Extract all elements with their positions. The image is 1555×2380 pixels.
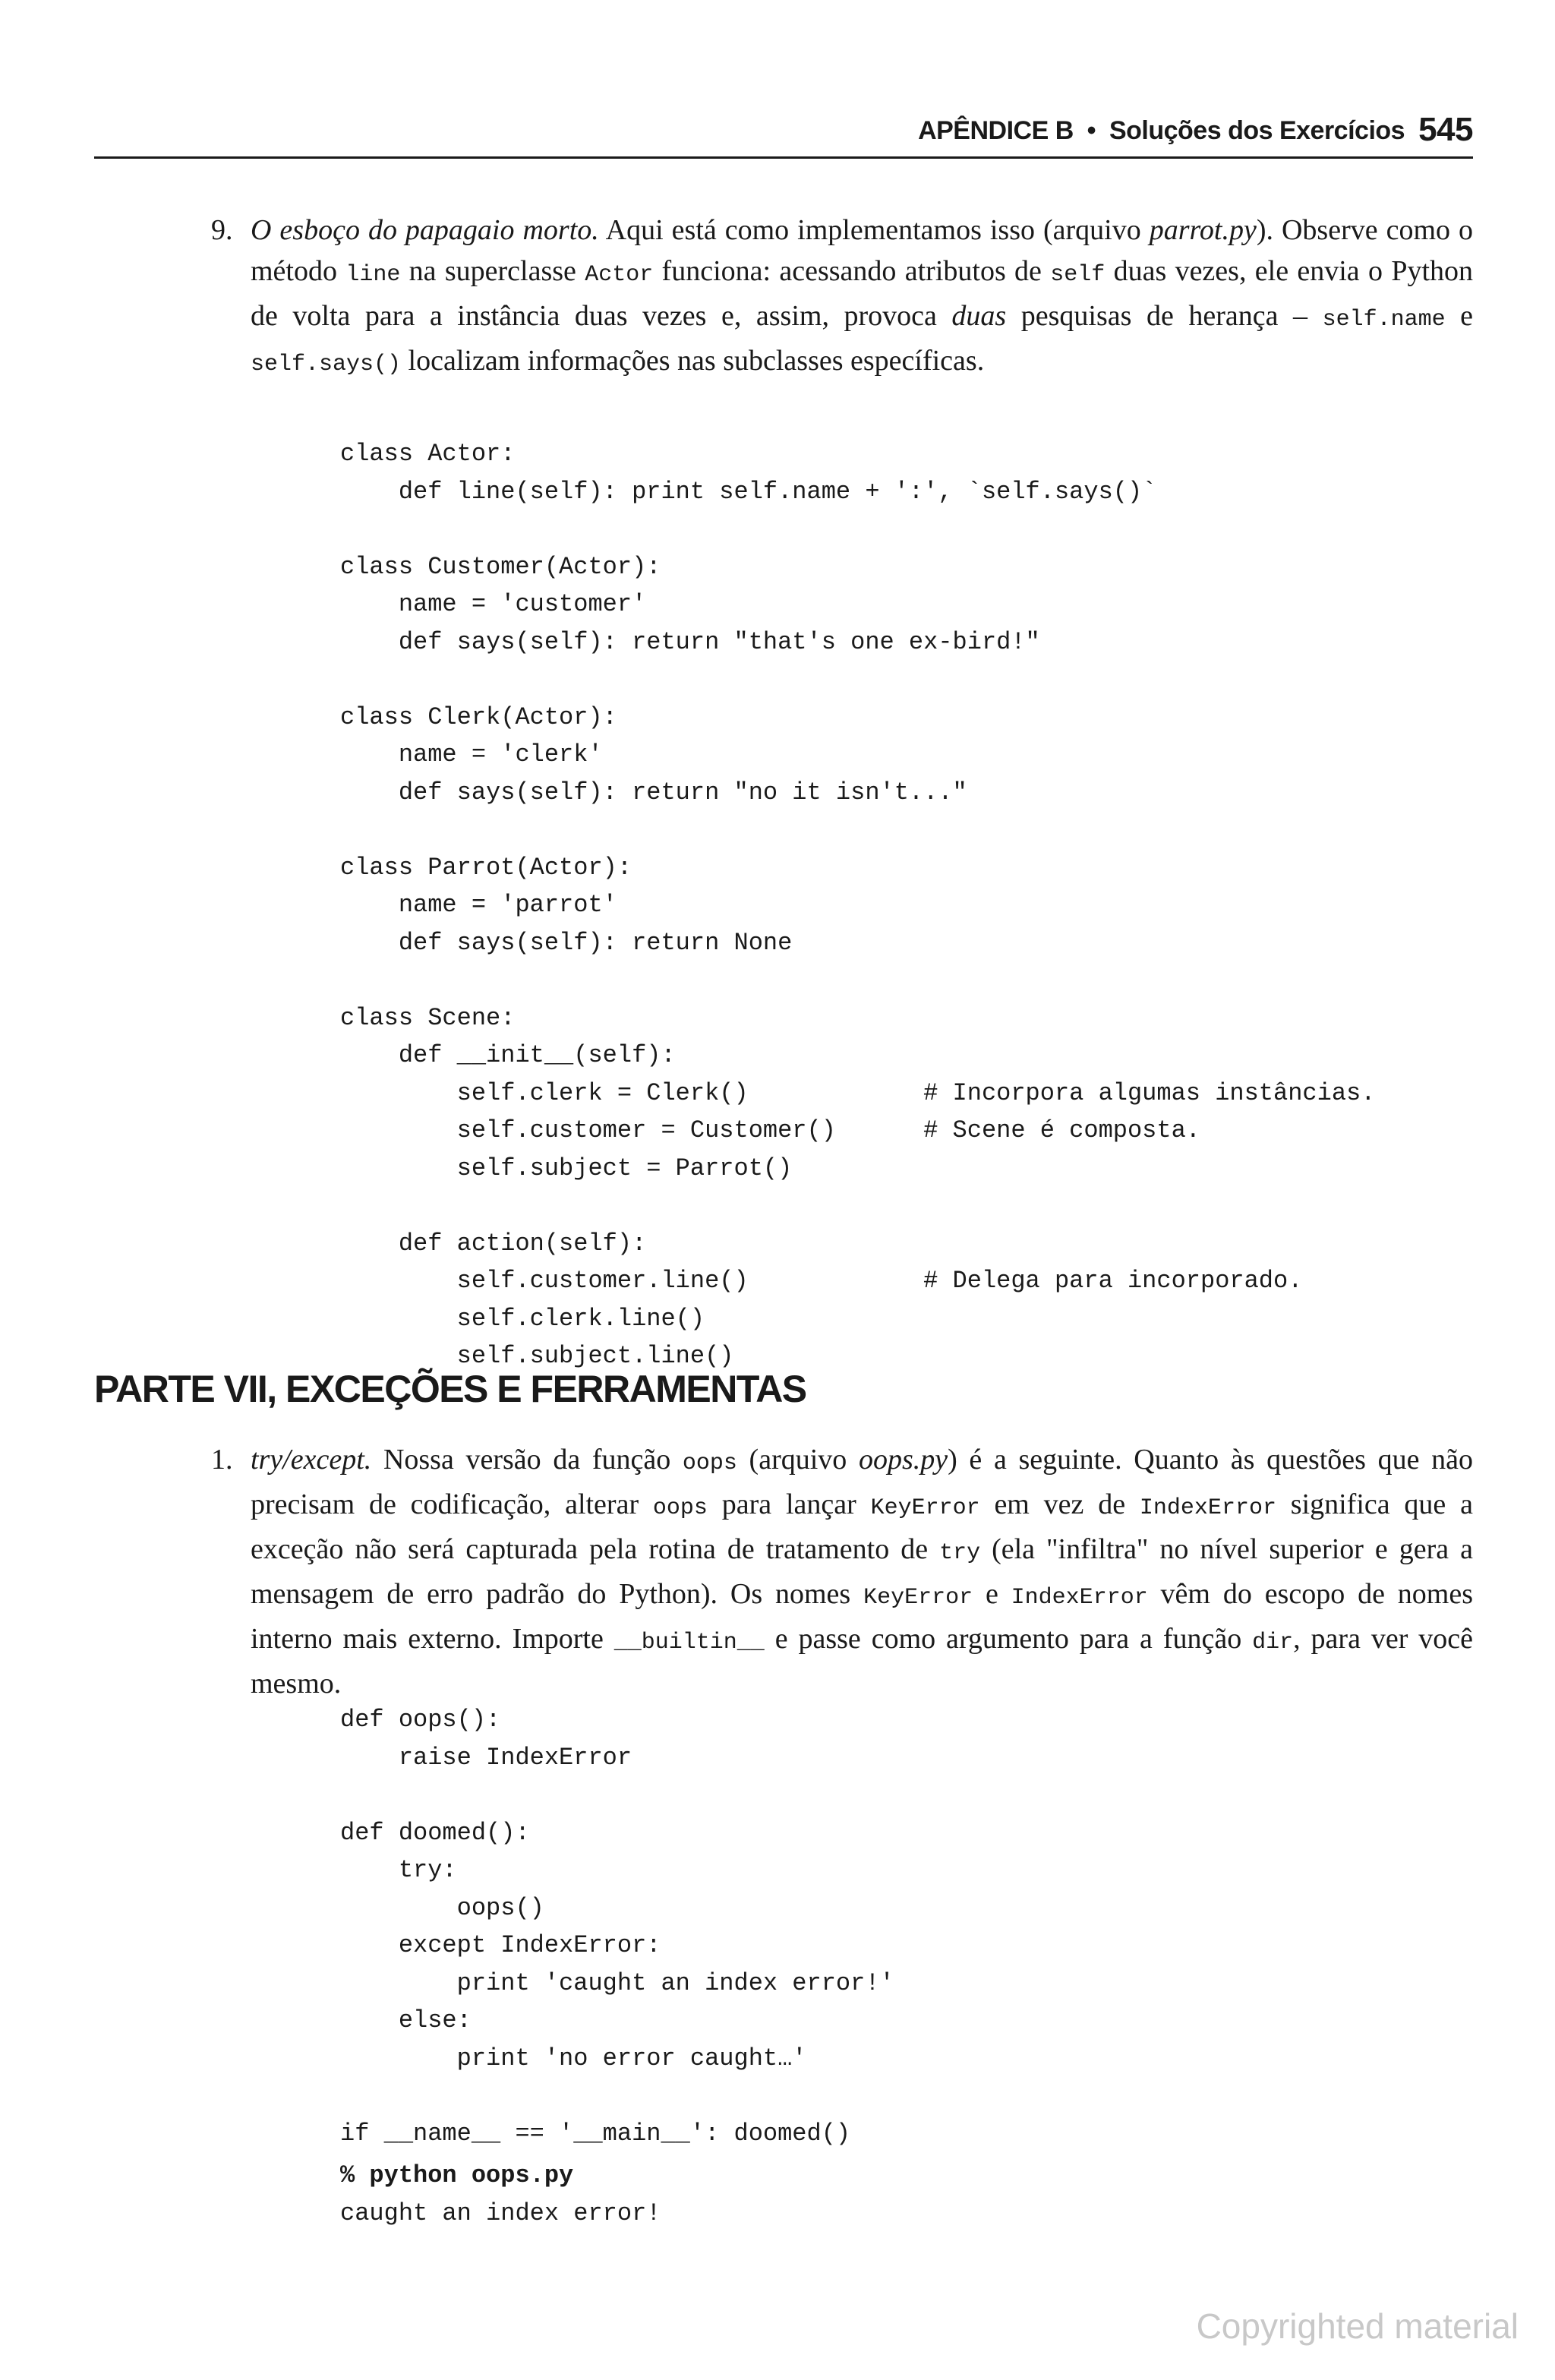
- emphasis: duas: [951, 300, 1007, 332]
- inline-code: __builtin__: [613, 1630, 765, 1656]
- terminal-session: [340, 2157, 661, 2232]
- exercise-1-answer: [211, 1439, 1473, 1704]
- section-heading: PARTE VII, EXCEÇÕES E FERRAMENTAS: [94, 1368, 806, 1410]
- text-run: , para ver você mesmo.: [251, 1623, 1473, 1700]
- inline-code: try: [939, 1540, 981, 1566]
- inline-code: KeyError: [863, 1585, 973, 1611]
- text-run: em vez de: [979, 1488, 1140, 1520]
- exercise-9-answer: [211, 210, 1474, 385]
- text-run: e passe como argumento para a função: [764, 1623, 1253, 1655]
- running-header-text: [918, 109, 1473, 147]
- running-header: [94, 106, 1473, 159]
- terminal-output: caught an index error!: [340, 2199, 661, 2227]
- text-run: e: [1445, 300, 1473, 332]
- text-run: vêm do escopo de nomes interno mais externo. Importe: [251, 1578, 1473, 1655]
- text-run: para lançar: [707, 1488, 871, 1520]
- inline-code: line: [345, 262, 401, 288]
- text-run: (arquivo: [736, 1444, 859, 1476]
- exercise-title: try/except.: [251, 1444, 372, 1476]
- file-name: parrot.py: [1149, 214, 1257, 246]
- code-block-parrot: class Actor: def line(self): print self.name + ':', `self.says()` class Customer(Actor): name = 'customer' def says(self): return "that's one ex-bird!" class Clerk(Actor): name = 'clerk' def says(self): return "no it isn't..." class Parrot(Actor): name = 'parrot' def says(self): return None class Scene: def __init__(self): self.clerk = Clerk() # Incorpora algumas instâncias. self.customer = Customer() # Scene é composta. self.subject = Parrot() def action(self): self.customer.line() # Delega para incorporado. self.clerk.line() self.subject.line(): [340, 440, 1376, 1370]
- running-title: APÊNDICE B • Soluções dos Exercícios: [918, 116, 1405, 145]
- inline-code: IndexError: [1011, 1585, 1148, 1611]
- inline-code: self.name: [1322, 307, 1446, 333]
- inline-code: oops: [682, 1450, 737, 1476]
- text-run: (ela "infiltra" no nível superior e gera a mensagem de erro padrão do Python). Os nomes: [251, 1533, 1473, 1610]
- text-run: Nossa versão da função: [371, 1444, 683, 1476]
- text-run: Aqui está como implementamos isso (arquivo: [598, 214, 1150, 246]
- terminal-command: % python oops.py: [340, 2161, 574, 2189]
- copyright-watermark: Copyrighted material: [1196, 2306, 1519, 2346]
- inline-code: dir: [1252, 1630, 1294, 1656]
- text-run: ) é a seguinte. Quanto às questões que não precisam de codificação, alterar: [251, 1444, 1473, 1520]
- inline-code: self.says(): [251, 352, 402, 377]
- inline-code: self: [1050, 262, 1106, 288]
- exercise-title: O esboço do papagaio morto.: [251, 214, 599, 246]
- item-number: 9.: [211, 214, 233, 246]
- text-run: significa que a exceção não será capturada pela rotina de tratamento de: [251, 1488, 1473, 1565]
- item-number: 1.: [211, 1444, 233, 1476]
- inline-code: IndexError: [1139, 1495, 1276, 1521]
- file-name: oops.py: [858, 1444, 948, 1476]
- inline-code: Actor: [585, 262, 654, 288]
- text-run: pesquisas de herança –: [1006, 300, 1323, 332]
- text-run: na superclasse: [400, 255, 585, 287]
- code-block-oops: def oops(): raise IndexError def doomed(): try: oops() except IndexError: print 'caught an index error!' else: print 'no error caught…' if __name__ == '__main__': doomed(): [340, 1706, 894, 2148]
- inline-code: KeyError: [870, 1495, 980, 1521]
- page-number: 545: [1418, 111, 1473, 148]
- text-run: funciona: acessando atributos de: [653, 255, 1051, 287]
- text-run: duas vezes, ele envia o Python de volta para a instância duas vezes e, assim, provoca: [251, 255, 1474, 332]
- text-run: e: [973, 1578, 1011, 1610]
- inline-code: oops: [652, 1495, 708, 1521]
- text-run: localizam informações nas subclasses específicas.: [401, 345, 985, 377]
- text-run: ). Observe como o método: [251, 214, 1473, 287]
